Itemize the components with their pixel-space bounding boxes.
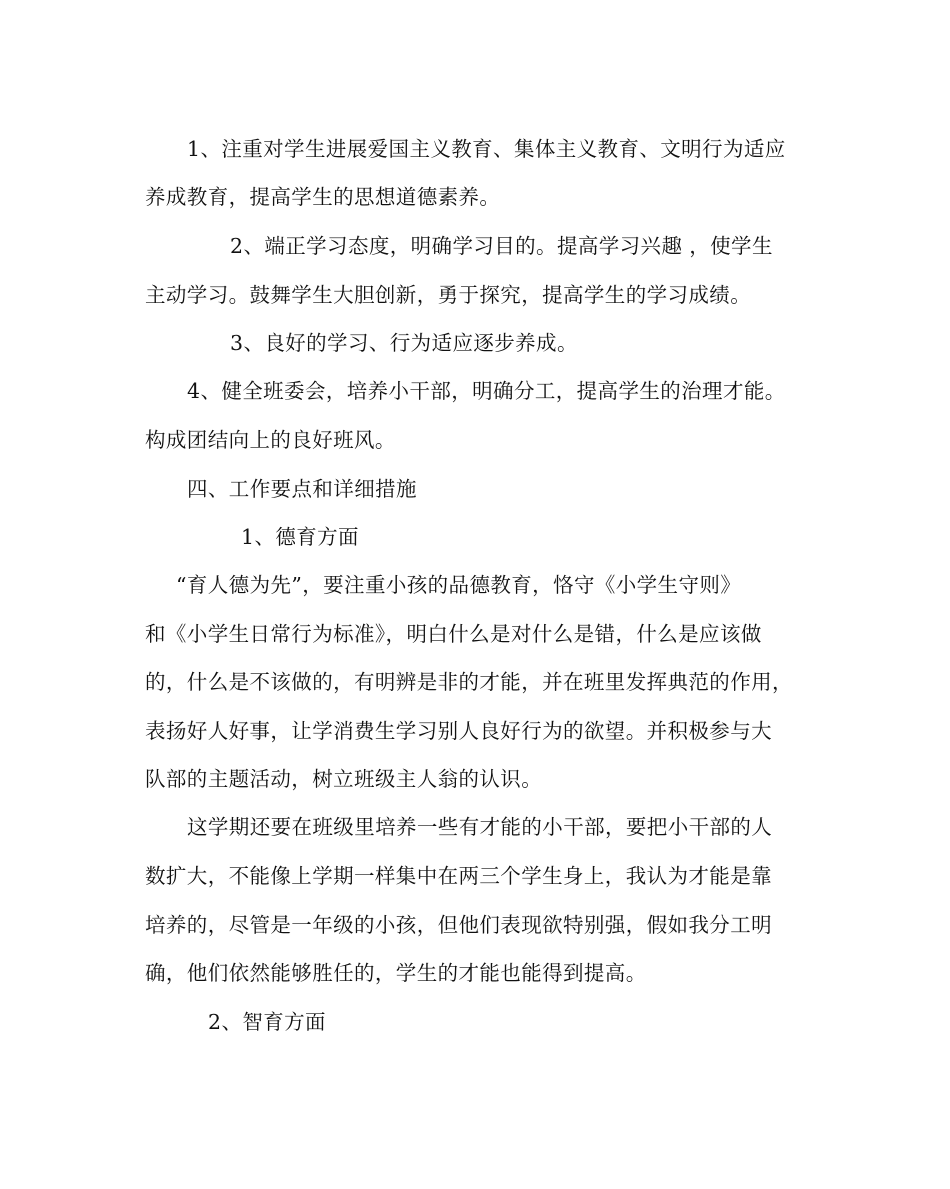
text-line: 培养的，尽管是一年级的小孩，但他们表现欲特别强，假如我分工明	[145, 913, 772, 937]
text-line: 的，什么是不该做的，有明辨是非的才能，并在班里发挥典范的作用，	[145, 670, 793, 694]
subsection-heading: 2、智育方面	[208, 1010, 326, 1034]
text-line: 确，他们依然能够胜任的，学生的才能也能得到提高。	[145, 961, 647, 985]
text-line: “育人德为先”，要注重小孩的品德教育，恪守《小学生守则》	[176, 573, 742, 597]
text-line: 这学期还要在班级里培养一些有才能的小干部，要把小干部的人	[187, 815, 773, 839]
text-line: 养成教育，提高学生的思想道德素养。	[145, 185, 501, 209]
text-line: 数扩大，不能像上学期一样集中在两三个学生身上，我认为才能是靠	[145, 864, 772, 888]
subsection-heading: 1、德育方面	[241, 525, 359, 549]
text-line: 1、注重对学生进展爱国主义教育、集体主义教育、文明行为适应	[187, 137, 786, 161]
text-line: 主动学习。鼓舞学生大胆创新，勇于探究，提高学生的学习成绩。	[145, 283, 752, 307]
text-line: 3、良好的学习、行为适应逐步养成。	[230, 331, 578, 355]
text-line: 2、端正学习态度，明确学习目的。提高学习兴趣 ，使学生	[230, 234, 773, 258]
text-line: 构成团结向上的良好班风。	[145, 428, 396, 452]
text-line: 4、健全班委会，培养小干部，明确分工，提高学生的治理才能。	[187, 379, 786, 403]
text-line: 表扬好人好事，让学消费生学习别人良好行为的欲望。并积极参与大	[145, 719, 772, 743]
section-heading: 四、工作要点和详细措施	[187, 477, 417, 501]
text-line: 和《小学生日常行为标准》，明白什么是对什么是错，什么是应该做	[145, 622, 762, 646]
text-line: 队部的主题活动，树立班级主人翁的认识。	[145, 767, 543, 791]
